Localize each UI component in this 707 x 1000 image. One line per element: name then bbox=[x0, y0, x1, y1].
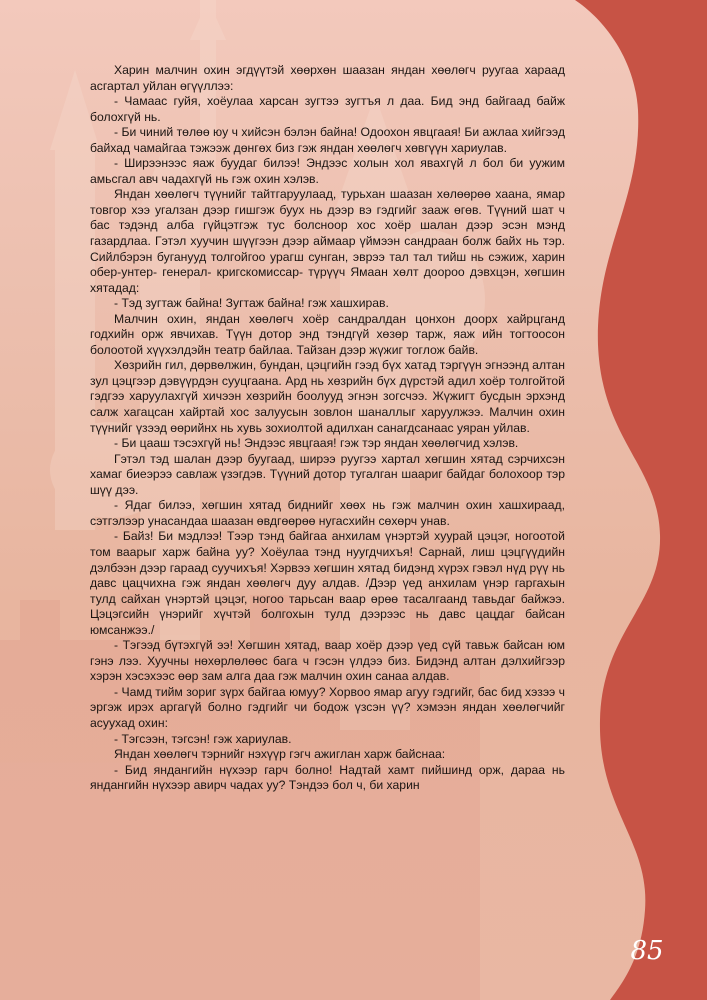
paragraph: Яндан хөөлөгч түүнийг тайтгаруулаад, турьхан шаазан хөлөөрөө хаана, ямар товгор хээ угалзан дээр гишгэж буух нь дээр вэ гэдгийг зааж өгөв. Түүний шат ч бас тэдэнд алба гүйцэтгэж тус болсноор хос хоёр шалан дээр эсэн мэнд газардлаа. Гэтэл хуучин шүүгээн дээр аймаар үймээн сандраан болж байх нь тэр. Сийлбэрэн буганууд толгойгоо урагш сунган, эврээ тал тал тийш нь сэжиж, харин обер-унтер- генерал- кригскомиссар- түрүүч Ямаан хөлт доороо дэвхцэн, хөгшин хятадад: bbox=[90, 187, 565, 295]
paragraph: Гэтэл тэд шалан дээр буугаад, ширээ руугээ хартал хөгшин хятад сэрчихсэн хамаг биеэрээ савлаж үзэгдэв. Түүний дотор тугалган шаариг байдаг болохоор тэр шүү дээ. bbox=[90, 451, 565, 497]
paragraph: - Чамд тийм зориг зүрх байгаа юмуу? Хорвоо ямар агуу гэдгийг, бас бид хэзээ ч эргэж ирэх аргагүй болно гэдгийг чи бодож үзсэн үү? хэмээн яндан хөөлөгчийг асуухад охин: bbox=[90, 684, 565, 730]
story-text bbox=[90, 63, 565, 794]
paragraph: - Тэд зугтаж байна! Зугтаж байна! гэж хашхирав. bbox=[114, 296, 389, 311]
top-spire-point bbox=[190, 0, 226, 40]
paragraph: Малчин охин, яндан хөөлөгч хоёр сандралдан цонхон доорх хайрцганд годхийн орж явчихав. Түүн дотор энд тэндгүй хөзөр тарж, яаж ийн тогтоосон болоотой хүүхэлдэйн театр байлаа. Тайзан дээр жүжиг тоглож байв. bbox=[90, 311, 565, 357]
paragraph: Хөзрийн гил, дөрвөлжин, бундан, цэцгийн гээд бүх хатад тэргүүн эгнээнд алтан зул цэцгээр дэвүүрдэн сууцгаана. Ард нь хөзрийн бүх дүрстэй адил хоёр толгойтой гэдгээ харуулахгүй хичээн хөзрийн боолууд эгнэн зогсчээ. Жүжигт бусдын эрхэнд салж хагацсан хайртай хос залуусын зовлон шаналлыг харуулжээ. Малчин охин түүнийг үзээд өөрийнх нь хувь зохиолтой адилхан санагдсанаас уяран уйлав. bbox=[90, 358, 566, 435]
paragraph: Харин малчин охин эгдүүтэй хөөрхөн шаазан яндан хөөлөгч руугаа хараад асгартал уйлан өгүүллээ: bbox=[90, 63, 565, 93]
paragraph: - Би цааш тэсэхгүй нь! Эндээс явцгаая! гэж тэр яндан хөөлөгчид хэлэв. bbox=[114, 436, 519, 451]
wall-turret-1 bbox=[20, 600, 60, 670]
paragraph: - Ширээнээс яаж буудаг билээ! Эндээс холын хол явахгүй л бол би уужим амьсгал авч чадахгүй нь гэж охин хэлэв. bbox=[90, 156, 565, 186]
paragraph: - Байз! Би мэдлээ! Тээр тэнд байгаа анхилам үнэртэй хуурай цэцэг, ногоотой том ваарыг харж байна уу? Хоёулаа тэнд нуугдчихъя! Сарнай, лиш цэцгүүдийн дэлбээн дээр гараад суучихъя! Хэрвээ хөгшин хятад бидэнд хүрэх гэвэл нүд рүү нь давс цацчихна гэж яндан хөөлөгч дуу алдав. /Дээр үед анхилам үнэр гаргахын тулд сайхан үнэртэй цэцэг, ногоо тарьсан ваар өрөө тасалгаанд тавьдаг байжээ. Цэцэгсийн үнэрийг хүчтэй болгохын тулд дээрээс нь давс цацдаг байсан юмсанжээ./ bbox=[90, 529, 565, 637]
page-number: 85 bbox=[630, 936, 664, 966]
paragraph: Яндан хөөлөгч тэрнийг нэхүүр гэгч ажиглан харж байснаа: bbox=[114, 747, 446, 762]
paragraph: - Тэгсээн, тэгсэн! гэж хариулав. bbox=[114, 731, 292, 746]
red-wavy-margin bbox=[575, 0, 707, 1000]
paragraph: - Бид яндангийн нүхээр гарч болно! Надтай хамт пийшинд орж, дараа нь яндангийн нүхээр авирч чадах уу? Тэндээ бол ч, би харин bbox=[90, 762, 565, 793]
paragraph: - Ядаг билээ, хөгшин хятад биднийг хөөх нь гэж малчин охин хашхираад, сэтгэлээр унасандаа шаазан өвдгөөрөө нугасхийн сөхөрч унав. bbox=[90, 498, 565, 528]
paragraph: - Чамаас гуйя, хоёулаа харсан зугтээ зугтъя л даа. Бид энд байгаад байж болохгүй нь. bbox=[90, 94, 565, 124]
paragraph: - Би чиний төлөө юу ч хийсэн бэлэн байна! Одоохон явцгаая! Би ажлаа хийгээд байхад чамайгаа тэжээж дөнгөх биз гэж яндан хөөлөгч хөвгүүн хариулав. bbox=[90, 125, 565, 155]
paragraph: - Тэгээд бүтэхгүй ээ! Хөгшин хятад, ваар хоёр дээр үед сүй тавьж байсан юм гэнэ лээ. Хуучны нөхөрлөлөөс бага ч гэсэн үлдээ биз. Бидэнд алтан дэлхийгээр хэрэн хэсэхээс өөр зам алга даа гэж малчин охин санаа алдав. bbox=[90, 638, 565, 684]
